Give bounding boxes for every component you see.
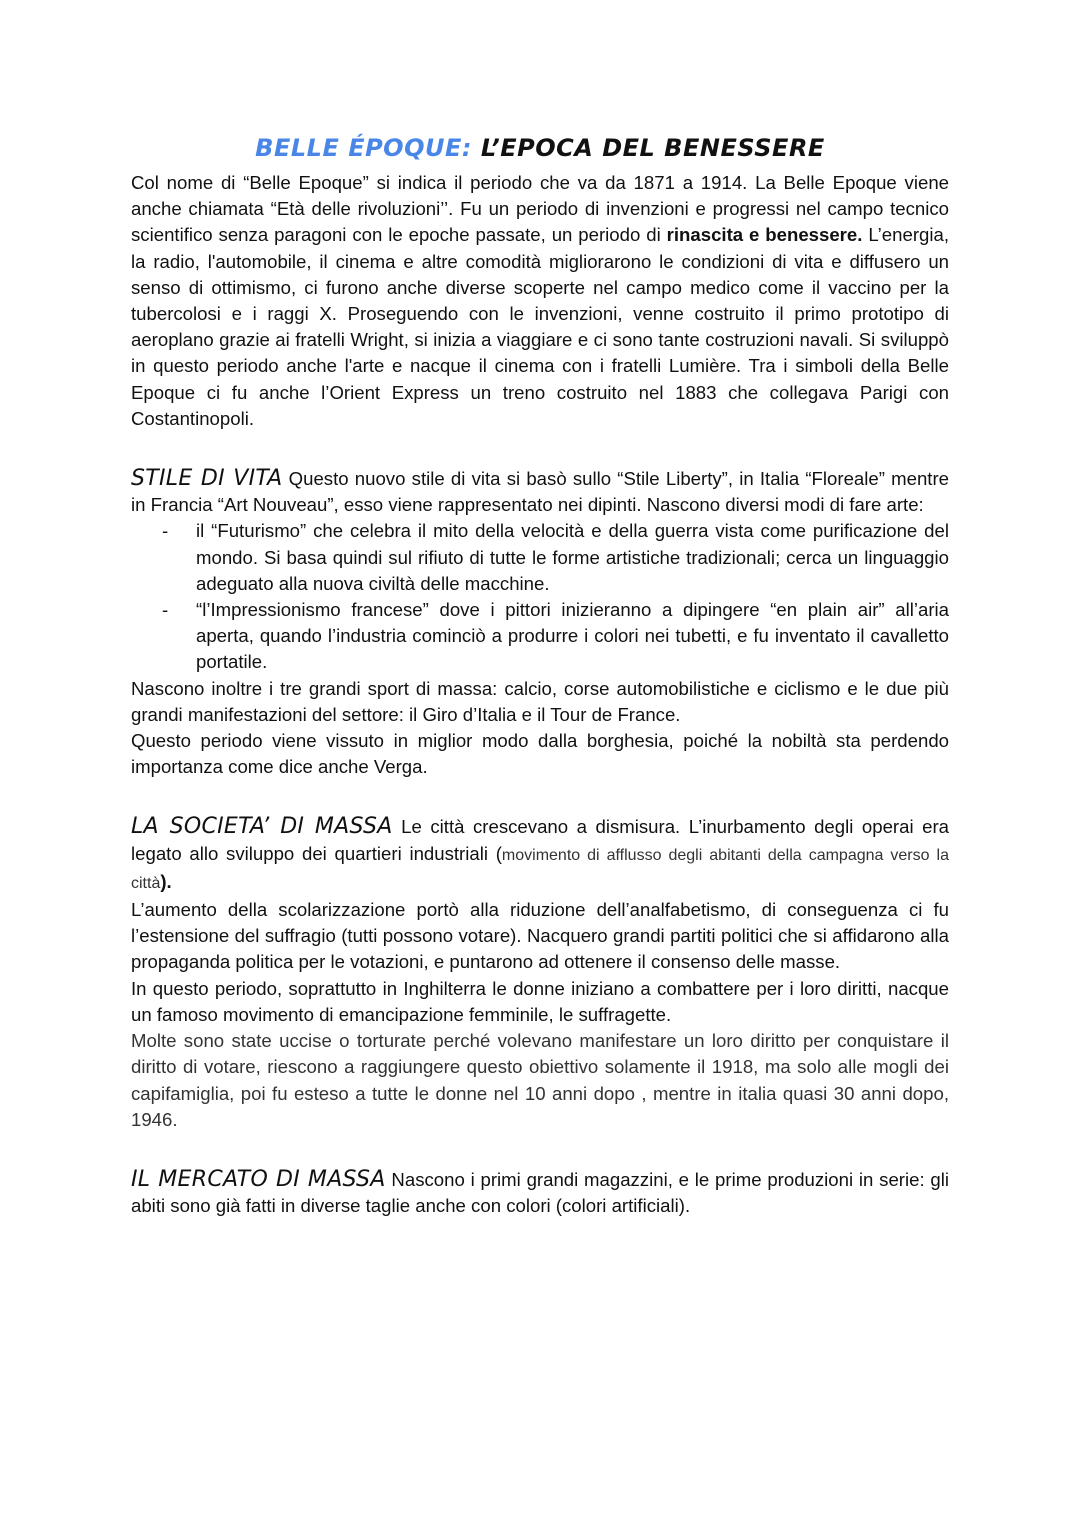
section-heading-societa: LA SOCIETA’ DI MASSA (131, 814, 393, 840)
document-title (131, 134, 949, 162)
list-item: - “l’Impressionismo francese” dove i pittori inizieranno a dipingere “en plain air” all’aria aperta, quando l’industria cominciò a produrre i colori nei tubetti, e fu inventato il cavalletto portatile. (196, 597, 949, 676)
title-part-blue: BELLE ÉPOQUE: (255, 134, 472, 162)
intro-paragraph (131, 170, 949, 432)
mercato-text: Nascono i primi grandi magazzini, e le prime produzioni in serie: gli abiti sono già fatti in diverse taglie anche con colori (colori artificiali). (131, 1168, 949, 1217)
art-movements-list (131, 518, 949, 675)
list-item: - il “Futurismo” che celebra il mito della velocità e della guerra vista come purificazione del mondo. Si basa quindi sul rifiuto di tutte le forme artistiche tradizionali; cerca un linguaggio adeguato alla nuova civiltà delle macchine. (196, 518, 949, 597)
sport-paragraph: Nascono inoltre i tre grandi sport di massa: calcio, corse automobilistiche e ciclismo e le due più grandi manifestazioni del settore: il Giro d’Italia e il Tour de France. (131, 677, 949, 725)
borghesia-paragraph: Questo periodo viene vissuto in miglior modo dalla borghesia, poiché la nobiltà sta perdendo importanza come dice anche Verga. (131, 730, 949, 778)
title-part-black: L’EPOCA DEL BENESSERE (471, 134, 825, 162)
societa-paragraph (131, 814, 949, 897)
intro-bold: rinascita e benessere. (666, 224, 863, 246)
section-heading-stile: STILE DI VITA (131, 466, 283, 492)
mercato-paragraph (131, 1167, 949, 1219)
scolarizzazione-paragraph: L’aumento della scolarizzazione portò alla riduzione dell’analfabetismo, di conseguenza ci fu l’estensione del suffragio (tutti possono votare). Nacquero grandi partiti politici che si affidarono alla propaganda politica per le votazioni, e puntarono ad ottenere il consenso delle masse. (131, 899, 949, 973)
societa-text: Le città crescevano a dismisura. L’inurbamento degli operai era legato allo sviluppo dei quartieri industriali ( (131, 816, 949, 864)
section-heading-mercato: IL MERCATO DI MASSA (131, 1166, 386, 1192)
voto-paragraph: Molte sono state uccise o torturate perché volevano manifestare un loro diritto per conquistare il diritto di votare, riescono a raggiungere questo obiettivo solamente il 1918, ma solo alle mogli dei capifamiglia, poi fu esteso a tutte le donne nel 10 anni dopo , mentre in italia quasi 30 anni dopo, 1946. (131, 1030, 949, 1130)
stile-text: Questo nuovo stile di vita si basò sullo “Stile Liberty”, in Italia “Floreale” mentre in Francia “Art Nouveau”, esso viene rappresentato nei dipinti. Nascono diversi modi di fare arte: (131, 468, 949, 516)
stile-paragraph (131, 466, 949, 518)
societa-close: ). (160, 870, 172, 892)
suffragette-paragraph: In questo periodo, soprattutto in Inghilterra le donne iniziano a combattere per i loro diritti, nacque un famoso movimento di emancipazione femminile, le suffragette. (131, 977, 949, 1025)
societa-note: movimento di afflusso degli abitanti della campagna verso la città (131, 846, 949, 892)
intro-text-2: L’energia, la radio, l'automobile, il cinema e altre comodità migliorarono le condizioni di vita e diffusero un senso di ottimismo, ci furono anche diverse scoperte nel campo medico come il vaccino per la tubercolosi e i raggi X. Proseguendo con le invenzioni, venne costruito il primo prototipo di aeroplano grazie ai fratelli Wright, si inizia a viaggiare e ci sono tante costruzioni navali. Si sviluppò in questo periodo anche l'arte e nacque il cinema con i fratelli Lumière. Tra i simboli della Belle Epoque ci fu anche l’Orient Express un treno costruito nel 1883 che collegava Parigi con Costantinopoli. (131, 224, 949, 429)
document-page (131, 134, 949, 1219)
intro-text-1: Col nome di “Belle Epoque” si indica il periodo che va da 1871 a 1914. La Belle Epoque viene anche chiamata “Età delle rivoluzioni’’. Fu un periodo di invenzioni e progressi nel campo tecnico scientifico senza paragoni con le epoche passate, un periodo di (131, 172, 949, 246)
